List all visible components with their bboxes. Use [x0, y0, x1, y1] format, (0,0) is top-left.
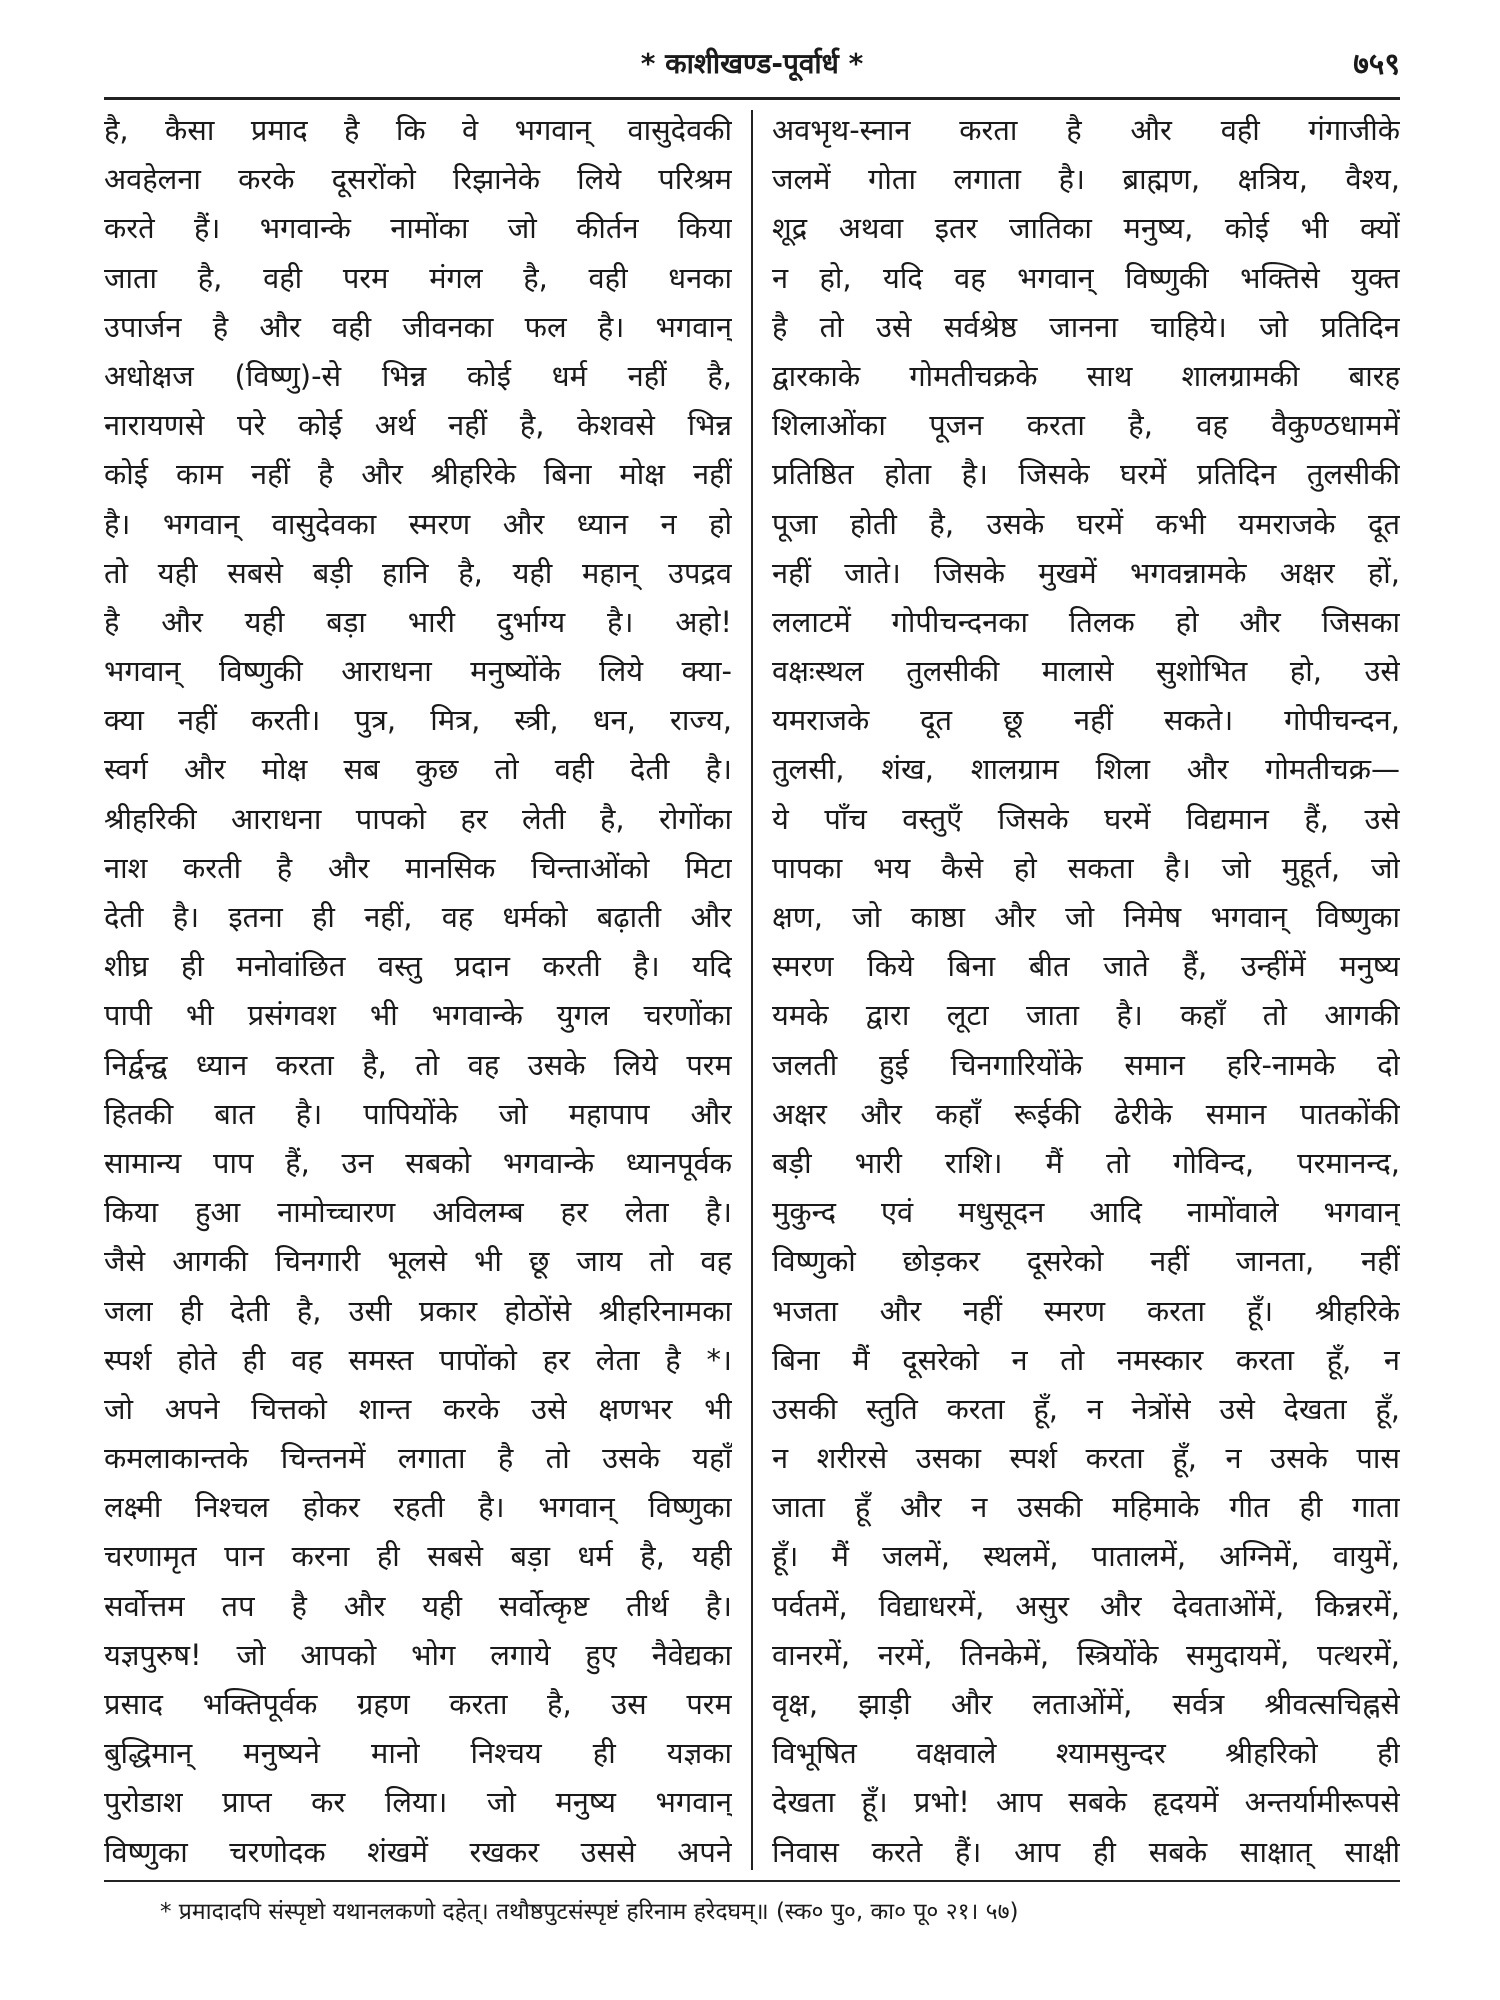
- right-column-line: जलमें गोता लगाता है। ब्राह्मण, क्षत्रिय, वैश्य,: [772, 162, 1400, 197]
- right-column-line: वानरमें, नरमें, तिनकेमें, स्त्रियोंके समुदायमें, पत्थरमें,: [772, 1637, 1400, 1672]
- left-column-line: श्रीहरिकी आराधना पापको हर लेती है, रोगोंका: [104, 801, 732, 836]
- right-column-line: तुलसी, शंख, शालग्राम शिला और गोमतीचक्र—: [772, 752, 1400, 787]
- left-column-line: किया हुआ नामोच्चारण अविलम्ब हर लेता है।: [104, 1195, 732, 1230]
- left-column-line: बुद्धिमान् मनुष्यने मानो निश्चय ही यज्ञका: [104, 1736, 732, 1771]
- right-column-line: द्वारकाके गोमतीचक्रके साथ शालग्रामकी बारह: [772, 358, 1400, 393]
- left-column-line: है और यही बड़ा भारी दुर्भाग्य है। अहो!: [104, 604, 732, 639]
- right-column-line: यमके द्वारा लूटा जाता है। कहाँ तो आगकी: [772, 998, 1400, 1033]
- left-column-line: अवहेलना करके दूसरोंको रिझानेके लिये परिश्रम: [104, 162, 732, 197]
- right-column-line: अक्षर और कहाँ रूईकी ढेरीके समान पातकोंकी: [772, 1096, 1400, 1131]
- right-column-line: शिलाओंका पूजन करता है, वह वैकुण्ठधाममें: [772, 408, 1400, 443]
- page-header: [104, 34, 1400, 94]
- left-column-line: भगवान् विष्णुकी आराधना मनुष्योंके लिये क्या-: [104, 654, 732, 689]
- left-column-line: स्वर्ग और मोक्ष सब कुछ तो वही देती है।: [104, 752, 732, 787]
- footnote: * प्रमादादपि संस्पृष्टो यथानलकणो दहेत्। तथौष्ठपुटसंस्पृष्टं हरिनाम हरेदघम्॥ (स्क० पु०, का० पू० २१। ५७): [160, 1899, 1019, 1925]
- right-column-line: भजता और नहीं स्मरण करता हूँ। श्रीहरिके: [772, 1293, 1400, 1328]
- right-column-line: बिना मैं दूसरेको न तो नमस्कार करता हूँ, न: [772, 1342, 1400, 1377]
- left-column-line: यज्ञपुरुष! जो आपको भोग लगाये हुए नैवेद्यका: [104, 1637, 732, 1672]
- right-column-line: अवभृथ-स्नान करता है और वही गंगाजीके: [772, 113, 1400, 147]
- right-column-line: हूँ। मैं जलमें, स्थलमें, पातालमें, अग्निमें, वायुमें,: [772, 1539, 1400, 1574]
- right-column-line: विभूषित वक्षवाले श्यामसुन्दर श्रीहरिको ही: [772, 1736, 1400, 1771]
- footnote-rule: [104, 1880, 1400, 1882]
- right-column-line: पूजा होती है, उसके घरमें कभी यमराजके दूत: [772, 506, 1400, 541]
- left-column-line: क्या नहीं करती। पुत्र, मित्र, स्त्री, धन, राज्य,: [104, 703, 732, 738]
- running-title: * काशीखण्ड-पूर्वार्ध *: [640, 47, 864, 80]
- right-column-line: वृक्ष, झाड़ी और लताओंमें, सर्वत्र श्रीवत्सचिह्नसे: [772, 1687, 1400, 1721]
- left-column-line: करते हैं। भगवान्के नामोंका जो कीर्तन किया: [104, 211, 732, 246]
- right-column-line: जाता हूँ और न उसकी महिमाके गीत ही गाता: [772, 1490, 1400, 1525]
- right-column-line: न शरीरसे उसका स्पर्श करता हूँ, न उसके पास: [772, 1441, 1400, 1476]
- left-column-line: शीघ्र ही मनोवांछित वस्तु प्रदान करती है। यदि: [104, 949, 732, 984]
- right-column-line: जलती हुई चिनगारियोंके समान हरि-नामके दो: [772, 1047, 1400, 1082]
- left-column-line: निर्द्वन्द्व ध्यान करता है, तो वह उसके लिये परम: [104, 1047, 732, 1082]
- left-column-line: सामान्य पाप हैं, उन सबको भगवान्के ध्यानपूर्वक: [104, 1145, 732, 1180]
- left-column-line: अधोक्षज (विष्णु)-से भिन्न कोई धर्म नहीं है,: [104, 358, 732, 393]
- left-column-line: तो यही सबसे बड़ी हानि है, यही महान् उपद्रव: [104, 555, 732, 590]
- left-column-line: स्पर्श होते ही वह समस्त पापोंको हर लेता है *।: [104, 1342, 732, 1377]
- right-column-line: देखता हूँ। प्रभो! आप सबके हृदयमें अन्तर्यामीरूपसे: [772, 1785, 1400, 1820]
- right-column-line: ये पाँच वस्तुएँ जिसके घरमें विद्यमान हैं, उसे: [772, 801, 1400, 836]
- left-column-line: उपार्जन है और वही जीवनका फल है। भगवान्: [104, 309, 732, 344]
- left-column-line: जो अपने चित्तको शान्त करके उसे क्षणभर भी: [104, 1391, 732, 1426]
- right-column-line: पर्वतमें, विद्याधरमें, असुर और देवताओंमें, किन्नरमें,: [772, 1588, 1400, 1623]
- right-column-line: है तो उसे सर्वश्रेष्ठ जानना चाहिये। जो प्रतिदिन: [772, 309, 1400, 344]
- left-column-line: जला ही देती है, उसी प्रकार होठोंसे श्रीहरिनामका: [104, 1293, 732, 1328]
- left-column-line: सर्वोत्तम तप है और यही सर्वोत्कृष्ट तीर्थ है।: [104, 1588, 732, 1623]
- right-column-line: यमराजके दूत छू नहीं सकते। गोपीचन्दन,: [772, 703, 1400, 738]
- left-column-line: प्रसाद भक्तिपूर्वक ग्रहण करता है, उस परम: [104, 1687, 732, 1721]
- left-column-line: है। भगवान् वासुदेवका स्मरण और ध्यान न हो: [104, 506, 732, 541]
- left-column-line: विष्णुका चरणोदक शंखमें रखकर उससे अपने: [104, 1834, 732, 1869]
- left-column: [104, 106, 732, 1874]
- right-column-line: बड़ी भारी राशि। मैं तो गोविन्द, परमानन्द,: [772, 1145, 1400, 1180]
- left-column-line: जाता है, वही परम मंगल है, वही धनका: [104, 260, 732, 295]
- right-column-line: न हो, यदि वह भगवान् विष्णुकी भक्तिसे युक्त: [772, 260, 1400, 295]
- page-number: ७५९: [1353, 47, 1400, 82]
- left-column-line: जैसे आगकी चिनगारी भूलसे भी छू जाय तो वह: [104, 1244, 732, 1279]
- left-column-line: पुरोडाश प्राप्त कर लिया। जो मनुष्य भगवान्: [104, 1785, 732, 1820]
- left-column-line: है, कैसा प्रमाद है कि वे भगवान् वासुदेवकी: [104, 113, 732, 147]
- right-column-line: प्रतिष्ठित होता है। जिसके घरमें प्रतिदिन तुलसीकी: [772, 457, 1400, 492]
- right-column-line: वक्षःस्थल तुलसीकी मालासे सुशोभित हो, उसे: [772, 654, 1400, 689]
- right-column-line: शूद्र अथवा इतर जातिका मनुष्य, कोई भी क्यों: [772, 211, 1400, 246]
- right-column: [772, 106, 1400, 1874]
- left-column-line: देती है। इतना ही नहीं, वह धर्मको बढ़ाती और: [104, 900, 732, 934]
- left-column-line: हितकी बात है। पापियोंके जो महापाप और: [104, 1096, 732, 1131]
- right-column-line: मुकुन्द एवं मधुसूदन आदि नामोंवाले भगवान्: [772, 1195, 1400, 1230]
- right-column-line: विष्णुको छोड़कर दूसरेको नहीं जानता, नहीं: [772, 1244, 1400, 1279]
- left-column-line: लक्ष्मी निश्चल होकर रहती है। भगवान् विष्णुका: [104, 1490, 732, 1525]
- right-column-line: स्मरण किये बिना बीत जाते हैं, उन्हींमें मनुष्य: [772, 949, 1400, 984]
- right-column-line: नहीं जाते। जिसके मुखमें भगवन्नामके अक्षर हों,: [772, 555, 1400, 590]
- left-column-line: नारायणसे परे कोई अर्थ नहीं है, केशवसे भिन्न: [104, 408, 732, 443]
- right-column-line: उसकी स्तुति करता हूँ, न नेत्रोंसे उसे देखता हूँ,: [772, 1391, 1400, 1426]
- column-divider: [751, 110, 753, 1870]
- right-column-line: निवास करते हैं। आप ही सबके साक्षात् साक्षी: [772, 1834, 1400, 1869]
- right-column-line: क्षण, जो काष्ठा और जो निमेष भगवान् विष्णुका: [772, 900, 1400, 934]
- left-column-line: पापी भी प्रसंगवश भी भगवान्के युगल चरणोंका: [104, 998, 732, 1033]
- header-rule: [104, 97, 1400, 100]
- left-column-line: नाश करती है और मानसिक चिन्ताओंको मिटा: [104, 850, 732, 885]
- left-column-line: चरणामृत पान करना ही सबसे बड़ा धर्म है, यही: [104, 1539, 732, 1574]
- right-column-line: ललाटमें गोपीचन्दनका तिलक हो और जिसका: [772, 604, 1400, 639]
- left-column-line: कोई काम नहीं है और श्रीहरिके बिना मोक्ष नहीं: [104, 457, 732, 492]
- right-column-line: पापका भय कैसे हो सकता है। जो मुहूर्त, जो: [772, 850, 1400, 885]
- left-column-line: कमलाकान्तके चिन्तनमें लगाता है तो उसके यहाँ: [104, 1441, 732, 1476]
